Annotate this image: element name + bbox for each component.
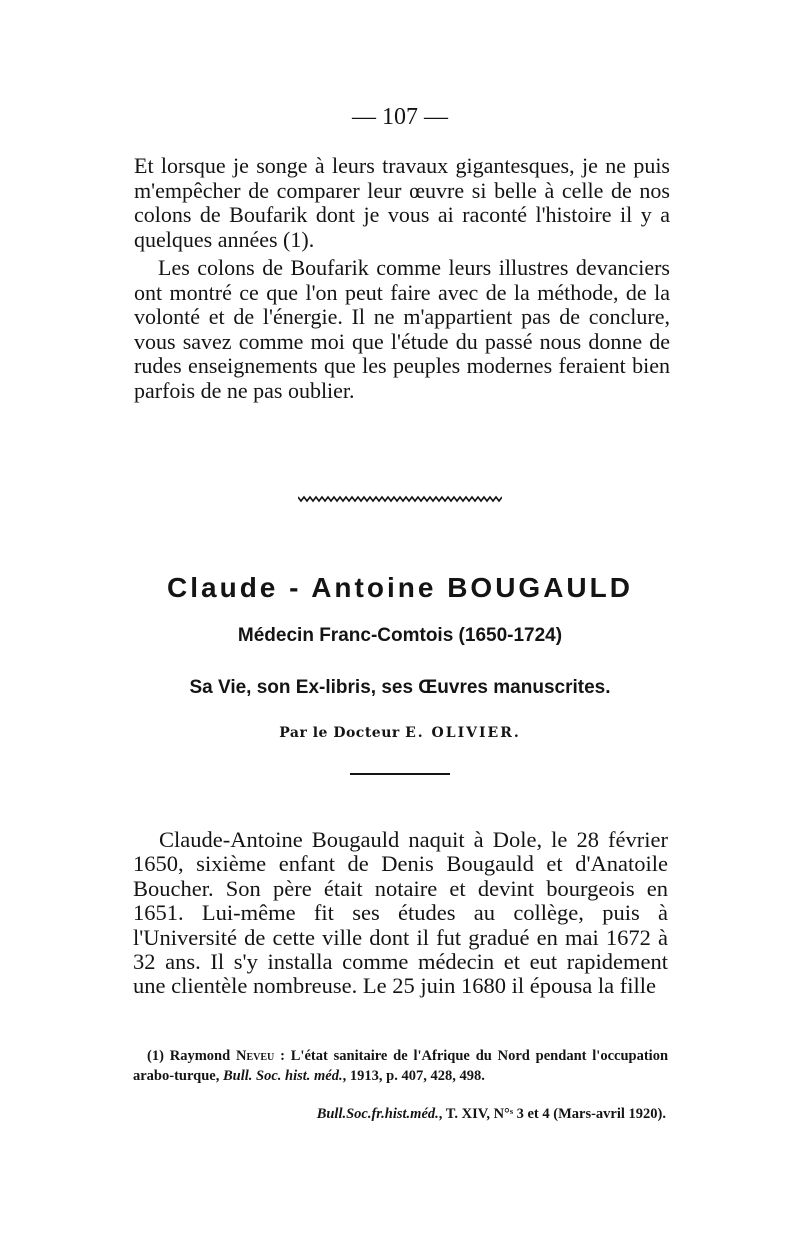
footnote [133, 1046, 668, 1086]
citation-journal: Bull.Soc.fr.hist.méd. [316, 1106, 439, 1122]
footnote-text-after: , 1913, p. 407, 428, 498. [342, 1068, 485, 1084]
paragraph-1: Et lorsque je songe à leurs travaux gigantesques, je ne puis m'empêcher de comparer leur œuvre si belle à celle de nos colons de Boufarik dont je vous ai raconté l'histoire il y a quelques années (1). [134, 153, 670, 252]
footnote-marker: (1) [147, 1048, 164, 1064]
ornamental-divider [298, 494, 502, 504]
article-title: Claude - Antoine BOUGAULD [167, 572, 633, 603]
page-number: — 107 — [352, 104, 448, 130]
citation-text: , T. XIV, N°ˢ 3 et 4 (Mars-avril 1920). [438, 1106, 666, 1122]
article-subtitle: Médecin Franc-Comtois (1650-1724) [237, 625, 563, 646]
footnote-author-last: Neveu [236, 1048, 275, 1064]
paragraph-2: Les colons de Boufarik comme leurs illustres devanciers ont montré ce que l'on peut faire avec de la méthode, de la volonté et de l'énergie. Il ne m'appartient pas de conclure, vous savez comme moi que l'étude du passé nous donne de rudes enseignements que les peuples modernes feraient bien parfois de ne pas oublier. [134, 255, 670, 403]
author-prefix: Par le Docteur [279, 725, 400, 741]
horizontal-rule [350, 773, 450, 775]
article-author [0, 723, 800, 743]
article-body: Claude-Antoine Bougauld naquit à Dole, le 28 février 1650, sixième enfant de Denis Bougauld et d'Anatoile Boucher. Son père était notaire et devint bourgeois en 1651. Lui-même fit ses études au collège, puis à l'Université de cette ville dont il fut gradué en mai 1672 à 32 ans. Il s'y installa comme médecin et eut rapidement une clientèle nombreuse. Le 25 juin 1680 il épousa la fille [133, 827, 668, 999]
footnote-text: : L'état sanitaire de l'Afrique du Nord pendant l'occupation arabo-turque, [133, 1048, 669, 1084]
article-subtitle-2: Sa Vie, son Ex-libris, ses Œuvres manuscrites. [189, 677, 611, 698]
citation [0, 1104, 666, 1124]
footnote-author-first: Raymond [169, 1048, 231, 1064]
footnote-journal: Bull. Soc. hist. méd. [222, 1068, 343, 1084]
author-name: E. OLIVIER. [405, 725, 521, 741]
